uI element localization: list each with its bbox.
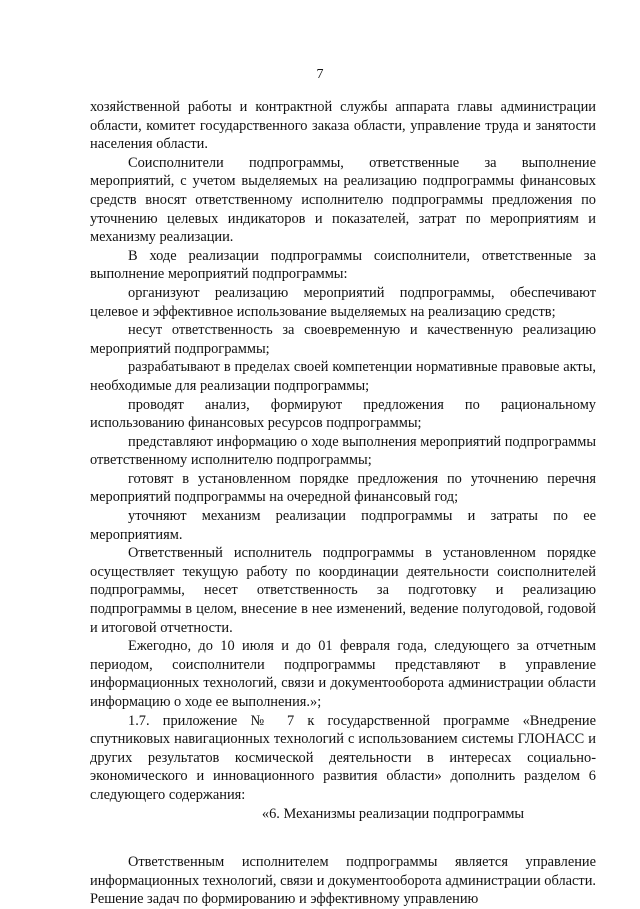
list-item: проводят анализ, формируют предложения по рациональному использованию финансовых ресурсов подпрограммы; bbox=[90, 396, 596, 432]
page-number: 7 bbox=[316, 67, 324, 82]
section-spacer bbox=[90, 823, 596, 853]
paragraph: Ответственный исполнитель подпрограммы в установленном порядке осуществляет текущую работу по координации деятельности соисполнителей подпрограммы, несет ответственность за подготовку и реализацию подпрограммы в целом, внесение в нее изменений, ведение полугодовой, годовой и итоговой отчетности. bbox=[90, 545, 596, 636]
list-item: уточняют механизм реализации подпрограммы и затраты по ее мероприятиям. bbox=[90, 508, 596, 543]
paragraph: Ежегодно, до 10 июля и до 01 февраля года, следующего за отчетным периодом, соисполнители подпрограммы представляют в управление информационных технологий, связи и документооборота администрации области информацию о ходе ее выполнения.»; bbox=[90, 638, 596, 710]
paragraph: хозяйственной работы и контрактной службы аппарата главы администрации области, комитет государственного заказа области, управление труда и занятости населения области. bbox=[90, 99, 596, 153]
paragraph: В ходе реализации подпрограммы соисполнители, ответственные за выполнение мероприятий подпрограммы: bbox=[90, 247, 596, 283]
list-item: готовят в установленном порядке предложения по уточнению перечня мероприятий подпрограммы на очередной финансовый год; bbox=[90, 470, 596, 506]
paragraph: 1.7. приложение № 7 к государственной программе «Внедрение спутниковых навигационных технологий с использованием системы ГЛОНАСС и других результатов космической деятельности в интересах социально-экономического и инновационного развития области» дополнить разделом 6 следующего содержания: bbox=[90, 712, 596, 803]
list-item: представляют информацию о ходе выполнения мероприятий подпрограммы ответственному исполнителю подпрограммы; bbox=[90, 433, 596, 469]
list-item: организуют реализацию мероприятий подпрограммы, обеспечивают целевое и эффективное использование выделяемых на реализацию средств; bbox=[90, 284, 596, 320]
section-heading: «6. Механизмы реализации подпрограммы bbox=[261, 805, 525, 822]
document-body bbox=[90, 98, 596, 909]
paragraph: Ответственным исполнителем подпрограммы является управление информационных технологий, связи и документооборота администрации области. Решение задач по формированию и эффективному управлению bbox=[90, 854, 596, 908]
list-item: несут ответственность за своевременную и качественную реализацию мероприятий подпрограммы; bbox=[90, 322, 596, 357]
list-item: разрабатывают в пределах своей компетенции нормативные правовые акты, необходимые для реализации подпрограммы; bbox=[90, 359, 596, 394]
paragraph: Соисполнители подпрограммы, ответственные за выполнение мероприятий, с учетом выделяемых на реализацию подпрограммы финансовых средств вносят ответственному исполнителю подпрограммы предложения по уточнению целевых индикаторов и показателей, затрат по мероприятиям и механизму реализации. bbox=[90, 154, 596, 246]
